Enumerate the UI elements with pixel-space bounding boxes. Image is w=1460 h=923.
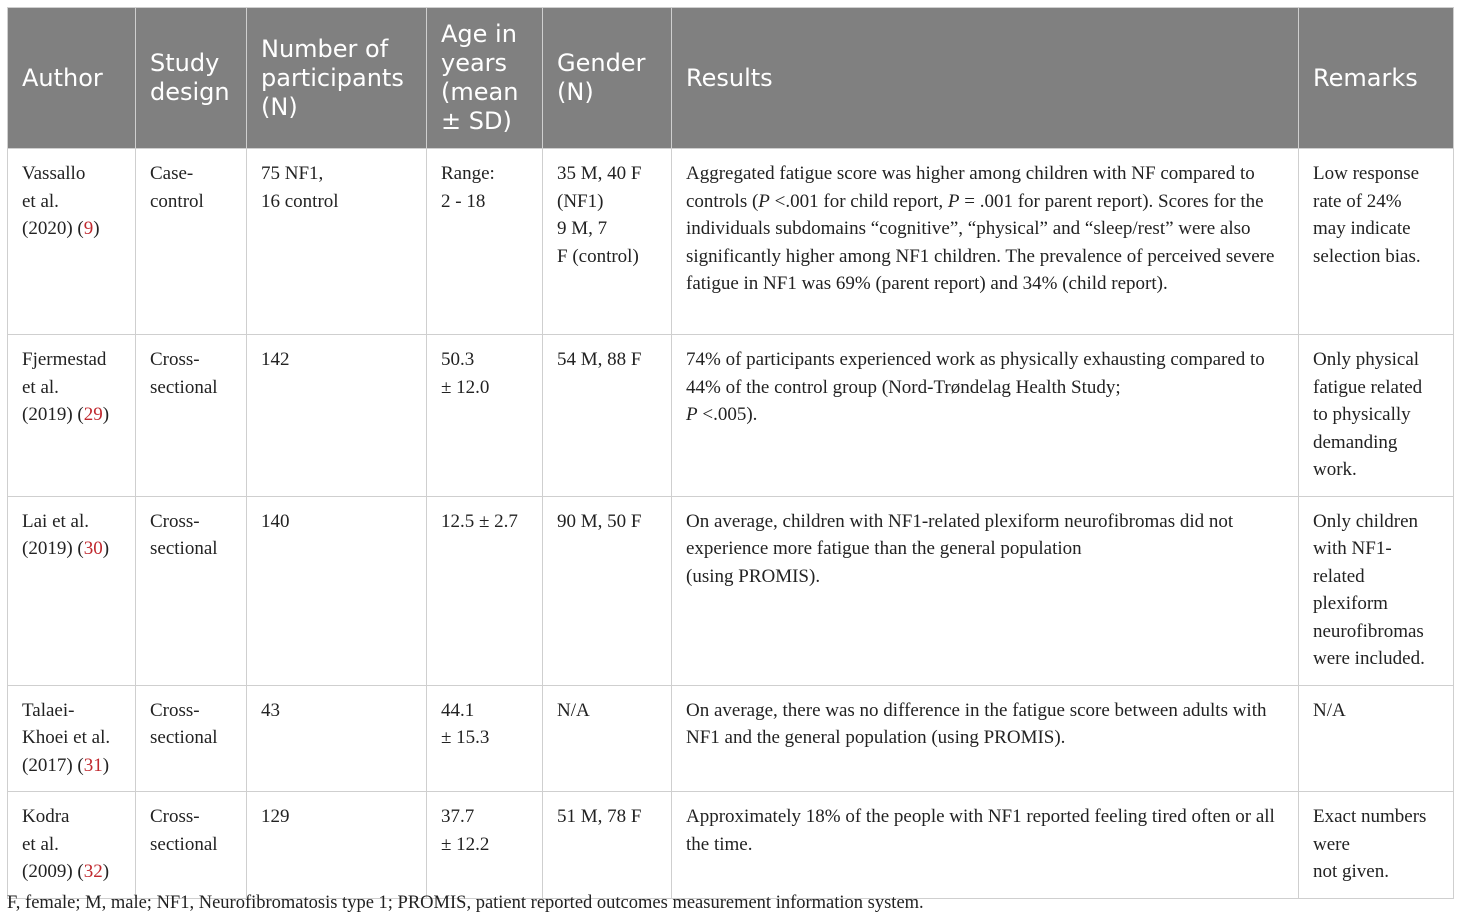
results-cell: 74% of participants experienced work as physically exhausting compared to 44% of the control group (Nord-Trøndelag Health Study; P <.005). [672,335,1299,497]
gender-cell: 90 M, 50 F [543,496,672,685]
results-cell: On average, there was no difference in the fatigue score between adults with NF1 and the general population (using PROMIS). [672,685,1299,792]
gender-cell: 54 M, 88 F [543,335,672,497]
participants-cell: 142 [247,335,427,497]
design-cell: Case- control [136,149,247,335]
age-cell: 37.7 ± 12.2 [427,792,543,899]
header-remarks: Remarks [1299,8,1454,149]
author-cell: Talaei- Khoei et al. (2017) (31) [8,685,136,792]
reference-link[interactable]: 32 [83,861,103,882]
remarks-cell: Only physical fatigue related to physically demanding work. [1299,335,1454,497]
design-cell: Cross- sectional [136,685,247,792]
results-cell: Aggregated fatigue score was higher among children with NF compared to controls (P <.001 for child report, P = .001 for parent report). Scores for the individuals subdomains “cognitive”, “physical” and “sleep/rest” were also significantly higher among NF1 children. The prevalence of perceived severe fatigue in NF1 was 69% (parent report) and 34% (child report). [672,149,1299,335]
design-cell: Cross- sectional [136,496,247,685]
table-footnote: F, female; M, male; NF1, Neurofibromatosis type 1; PROMIS, patient reported outcomes measurement information system. [7,893,924,913]
header-study-design: Study design [136,8,247,149]
age-cell: 44.1 ± 15.3 [427,685,543,792]
age-cell: 12.5 ± 2.7 [427,496,543,685]
header-participants: Number of participants (N) [247,8,427,149]
remarks-cell: Only children with NF1- related plexiform neurofibromas were included. [1299,496,1454,685]
age-cell: 50.3 ± 12.0 [427,335,543,497]
fatigue-studies-table [7,7,1454,899]
participants-cell: 140 [247,496,427,685]
participants-cell: 75 NF1, 16 control [247,149,427,335]
table-row [8,685,1454,792]
table-row [8,149,1454,335]
header-results: Results [672,8,1299,149]
reference-link[interactable]: 30 [83,538,103,559]
author-cell: Kodra et al. (2009) (32) [8,792,136,899]
author-cell: Fjermestad et al. (2019) (29) [8,335,136,497]
results-cell: Approximately 18% of the people with NF1 reported feeling tired often or all the time. [672,792,1299,899]
gender-cell: 51 M, 78 F [543,792,672,899]
design-cell: Cross- sectional [136,792,247,899]
header-age: Age in years (mean ± SD) [427,8,543,149]
table-row [8,335,1454,497]
gender-cell: N/A [543,685,672,792]
design-cell: Cross- sectional [136,335,247,497]
reference-link[interactable]: 31 [83,754,103,776]
remarks-cell: Exact numbers were not given. [1299,792,1454,899]
reference-link[interactable]: 9 [83,218,94,239]
table-row [8,496,1454,685]
remarks-cell: N/A [1299,685,1454,792]
header-author: Author [8,8,136,149]
reference-link[interactable]: 29 [83,404,103,425]
gender-cell: 35 M, 40 F (NF1) 9 M, 7 F (control) [543,149,672,335]
header-gender: Gender (N) [543,8,672,149]
table-row [8,792,1454,899]
table-header-row [8,8,1454,149]
author-cell: Vassallo et al. (2020) (9) [8,149,136,335]
participants-cell: 129 [247,792,427,899]
participants-cell: 43 [247,685,427,792]
results-cell: On average, children with NF1-related plexiform neurofibromas did not experience more fatigue than the general population (using PROMIS). [672,496,1299,685]
remarks-cell: Low response rate of 24% may indicate selection bias. [1299,149,1454,335]
author-cell: Lai et al. (2019) (30) [8,496,136,685]
age-cell: Range: 2 - 18 [427,149,543,335]
